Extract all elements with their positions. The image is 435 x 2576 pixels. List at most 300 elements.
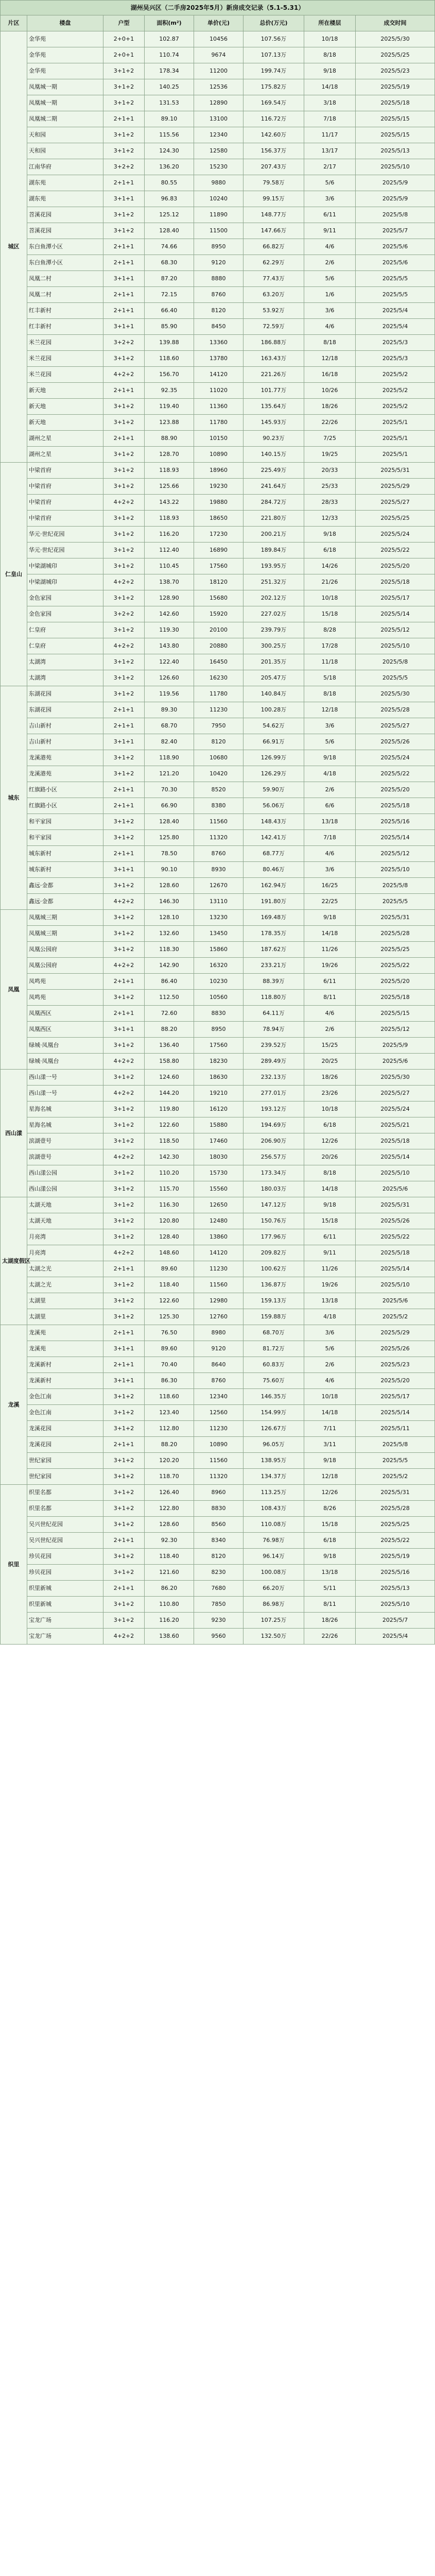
layout-cell: 3+1+2 [103,351,145,367]
floor-cell: 8/11 [304,1597,356,1613]
table-row [1,1549,435,1565]
date-cell: 2025/5/5 [356,287,435,303]
floor-cell: 5/11 [304,1581,356,1597]
project-cell: 米兰花园 [27,351,103,367]
table-row [1,1117,435,1133]
unit-price-cell: 12536 [194,79,243,95]
total-price-cell: 232.13万 [243,1070,304,1086]
project-cell: 和平家园 [27,814,103,830]
floor-cell: 18/26 [304,1613,356,1629]
layout-cell: 2+1+1 [103,782,145,798]
unit-price-cell: 15920 [194,606,243,622]
unit-price-cell: 12560 [194,1405,243,1421]
total-price-cell: 169.54万 [243,95,304,111]
layout-cell: 3+1+2 [103,1517,145,1533]
unit-price-cell: 11890 [194,207,243,223]
table-row [1,1325,435,1341]
area-cell: 143.80 [145,638,194,654]
total-price-cell: 142.41万 [243,830,304,846]
project-cell: 凤凰二村 [27,271,103,287]
table-row [1,990,435,1006]
date-cell: 2025/5/17 [356,590,435,606]
total-price-cell: 201.35万 [243,654,304,670]
floor-cell: 10/18 [304,31,356,47]
total-price-cell: 107.56万 [243,31,304,47]
date-cell: 2025/5/12 [356,846,435,862]
area-cell: 92.30 [145,1533,194,1549]
table-row [1,159,435,175]
date-cell: 2025/5/10 [356,862,435,878]
project-cell: 仁皇府 [27,622,103,638]
date-cell: 2025/5/14 [356,1149,435,1165]
table-row [1,47,435,63]
floor-cell: 16/25 [304,878,356,894]
unit-price-cell: 8120 [194,734,243,750]
floor-cell: 15/25 [304,1038,356,1054]
area-cell: 125.12 [145,207,194,223]
unit-price-cell: 14120 [194,367,243,383]
table-row [1,319,435,335]
date-cell: 2025/5/25 [356,942,435,958]
table-row [1,1213,435,1229]
table-row [1,686,435,702]
unit-price-cell: 16450 [194,654,243,670]
project-cell: 西山漾公园 [27,1165,103,1181]
floor-cell: 11/17 [304,127,356,143]
area-cell: 88.20 [145,1437,194,1453]
unit-price-cell: 13110 [194,894,243,910]
project-cell: 城东新村 [27,846,103,862]
table-row [1,1341,435,1357]
table-row [1,1485,435,1501]
layout-cell: 3+1+2 [103,1213,145,1229]
project-cell: 龙溪新村 [27,1357,103,1373]
floor-cell: 25/33 [304,479,356,495]
floor-cell: 18/26 [304,1070,356,1086]
date-cell: 2025/5/6 [356,1181,435,1197]
total-price-cell: 99.15万 [243,191,304,207]
layout-cell: 3+1+2 [103,1469,145,1485]
area-cell: 128.40 [145,223,194,239]
layout-cell: 3+1+2 [103,463,145,479]
table-row [1,495,435,511]
table-row [1,111,435,127]
floor-cell: 3/18 [304,95,356,111]
project-cell: 鑫远·金都 [27,894,103,910]
date-cell: 2025/5/31 [356,1197,435,1213]
total-price-cell: 277.01万 [243,1086,304,1101]
total-price-cell: 118.80万 [243,990,304,1006]
area-cell: 119.56 [145,686,194,702]
table-row [1,1070,435,1086]
area-cell: 121.20 [145,766,194,782]
area-cell: 118.93 [145,511,194,527]
date-cell: 2025/5/2 [356,383,435,399]
table-row [1,207,435,223]
total-price-cell: 239.52万 [243,1038,304,1054]
date-cell: 2025/5/10 [356,159,435,175]
area-cell: 110.45 [145,558,194,574]
floor-cell: 13/17 [304,143,356,159]
header-project: 楼盘 [27,15,103,31]
project-cell: 凤凰城二期 [27,111,103,127]
project-cell: 中梁首府 [27,479,103,495]
region-cell: 仁皇山 [1,463,27,686]
total-price-cell: 284.72万 [243,495,304,511]
floor-cell: 9/18 [304,1549,356,1565]
total-price-cell: 134.37万 [243,1469,304,1485]
unit-price-cell: 8520 [194,782,243,798]
layout-cell: 2+1+1 [103,431,145,447]
unit-price-cell: 16320 [194,958,243,974]
total-price-cell: 54.62万 [243,718,304,734]
project-cell: 东湖花园 [27,686,103,702]
project-cell: 珍贝花园 [27,1549,103,1565]
total-price-cell: 225.49万 [243,463,304,479]
floor-cell: 12/26 [304,1133,356,1149]
floor-cell: 4/6 [304,319,356,335]
table-row [1,1421,435,1437]
unit-price-cell: 20880 [194,638,243,654]
total-price-cell: 193.12万 [243,1101,304,1117]
unit-price-cell: 13360 [194,335,243,351]
layout-cell: 3+1+2 [103,830,145,846]
area-cell: 126.40 [145,1485,194,1501]
project-cell: 中梁首府 [27,463,103,479]
table-row [1,191,435,207]
layout-cell: 3+1+2 [103,207,145,223]
layout-cell: 3+1+2 [103,1421,145,1437]
total-price-cell: 80.46万 [243,862,304,878]
floor-cell: 4/18 [304,766,356,782]
total-price-cell: 68.77万 [243,846,304,862]
total-price-cell: 194.69万 [243,1117,304,1133]
layout-cell: 2+0+1 [103,31,145,47]
total-price-cell: 110.08万 [243,1517,304,1533]
total-price-cell: 60.83万 [243,1357,304,1373]
layout-cell: 3+1+2 [103,1101,145,1117]
project-cell: 凤凰西区 [27,1022,103,1038]
total-price-cell: 289.49万 [243,1054,304,1070]
table-row [1,1533,435,1549]
table-row [1,1565,435,1581]
date-cell: 2025/5/2 [356,1469,435,1485]
floor-cell: 23/26 [304,1086,356,1101]
unit-price-cell: 11320 [194,830,243,846]
project-cell: 凤凰城一期 [27,79,103,95]
floor-cell: 14/18 [304,79,356,95]
floor-cell: 15/18 [304,1517,356,1533]
floor-cell: 5/6 [304,734,356,750]
table-row [1,527,435,543]
unit-price-cell: 10420 [194,766,243,782]
unit-price-cell: 8340 [194,1533,243,1549]
area-cell: 89.30 [145,702,194,718]
date-cell: 2025/5/8 [356,654,435,670]
table-row [1,415,435,431]
area-cell: 72.60 [145,1006,194,1022]
total-price-cell: 135.64万 [243,399,304,415]
layout-cell: 4+2+2 [103,1245,145,1261]
layout-cell: 3+1+2 [103,1613,145,1629]
area-cell: 118.50 [145,1133,194,1149]
floor-cell: 4/6 [304,846,356,862]
date-cell: 2025/5/20 [356,558,435,574]
project-cell: 织里新城 [27,1581,103,1597]
unit-price-cell: 16230 [194,670,243,686]
layout-cell: 4+2+2 [103,1086,145,1101]
layout-cell: 3+1+2 [103,415,145,431]
area-cell: 115.70 [145,1181,194,1197]
unit-price-cell: 12580 [194,143,243,159]
unit-price-cell: 11230 [194,1421,243,1437]
header-layout: 户型 [103,15,145,31]
project-cell: 吴兴世纪花园 [27,1517,103,1533]
project-cell: 红丰新村 [27,303,103,319]
area-cell: 118.40 [145,1549,194,1565]
floor-cell: 12/26 [304,1485,356,1501]
area-cell: 89.60 [145,1341,194,1357]
project-cell: 红丰新村 [27,319,103,335]
floor-cell: 15/18 [304,606,356,622]
unit-price-cell: 8760 [194,287,243,303]
date-cell: 2025/5/3 [356,335,435,351]
unit-price-cell: 8450 [194,319,243,335]
total-price-cell: 63.20万 [243,287,304,303]
area-cell: 118.90 [145,750,194,766]
date-cell: 2025/5/22 [356,1229,435,1245]
area-cell: 118.93 [145,463,194,479]
area-cell: 119.80 [145,1101,194,1117]
layout-cell: 2+1+1 [103,1437,145,1453]
header-row [1,15,435,31]
total-price-cell: 126.67万 [243,1421,304,1437]
floor-cell: 8/18 [304,1165,356,1181]
date-cell: 2025/5/4 [356,319,435,335]
table-row [1,335,435,351]
unit-price-cell: 12760 [194,1309,243,1325]
layout-cell: 4+2+2 [103,1149,145,1165]
layout-cell: 2+0+1 [103,47,145,63]
date-cell: 2025/5/20 [356,1373,435,1389]
unit-price-cell: 13100 [194,111,243,127]
floor-cell: 11/26 [304,942,356,958]
table-row [1,574,435,590]
total-price-cell: 148.43万 [243,814,304,830]
layout-cell: 2+1+1 [103,239,145,255]
total-price-cell: 147.12万 [243,1197,304,1213]
date-cell: 2025/5/11 [356,1421,435,1437]
floor-cell: 2/6 [304,255,356,271]
total-price-cell: 206.90万 [243,1133,304,1149]
date-cell: 2025/5/22 [356,543,435,558]
project-cell: 凤凰二村 [27,287,103,303]
floor-cell: 28/33 [304,495,356,511]
area-cell: 88.20 [145,1022,194,1038]
floor-cell: 3/6 [304,1325,356,1341]
area-cell: 126.60 [145,670,194,686]
area-cell: 96.83 [145,191,194,207]
layout-cell: 2+1+1 [103,111,145,127]
floor-cell: 9/11 [304,223,356,239]
area-cell: 88.90 [145,431,194,447]
floor-cell: 2/6 [304,782,356,798]
unit-price-cell: 15730 [194,1165,243,1181]
project-cell: 红旗路小区 [27,798,103,814]
floor-cell: 4/18 [304,1309,356,1325]
date-cell: 2025/5/8 [356,878,435,894]
total-price-cell: 200.21万 [243,527,304,543]
project-cell: 绿城·凤凰台 [27,1038,103,1054]
floor-cell: 9/18 [304,1453,356,1469]
table-row [1,1613,435,1629]
table-row [1,1501,435,1517]
area-cell: 128.60 [145,1517,194,1533]
unit-price-cell: 17560 [194,558,243,574]
unit-price-cell: 11500 [194,223,243,239]
table-row [1,1261,435,1277]
region-cell: 凤凰 [1,910,27,1070]
project-cell: 金色家园 [27,606,103,622]
area-cell: 128.70 [145,447,194,463]
date-cell: 2025/5/15 [356,127,435,143]
project-cell: 中梁首府 [27,511,103,527]
layout-cell: 3+1+2 [103,447,145,463]
floor-cell: 7/11 [304,1421,356,1437]
date-cell: 2025/5/9 [356,175,435,191]
unit-price-cell: 17460 [194,1133,243,1149]
total-price-cell: 148.77万 [243,207,304,223]
unit-price-cell: 9120 [194,1341,243,1357]
total-price-cell: 187.62万 [243,942,304,958]
layout-cell: 3+1+2 [103,750,145,766]
unit-price-cell: 18630 [194,1070,243,1086]
unit-price-cell: 12670 [194,878,243,894]
project-cell: 凤鸣苑 [27,990,103,1006]
floor-cell: 3/6 [304,191,356,207]
project-cell: 新天地 [27,383,103,399]
unit-price-cell: 12980 [194,1293,243,1309]
layout-cell: 3+1+2 [103,399,145,415]
layout-cell: 3+1+2 [103,670,145,686]
unit-price-cell: 8950 [194,1022,243,1038]
unit-price-cell: 10150 [194,431,243,447]
floor-cell: 20/25 [304,1054,356,1070]
unit-price-cell: 13780 [194,351,243,367]
floor-cell: 2/6 [304,1022,356,1038]
header-floor: 所在楼层 [304,15,356,31]
floor-cell: 8/28 [304,622,356,638]
unit-price-cell: 18650 [194,511,243,527]
unit-price-cell: 11560 [194,814,243,830]
unit-price-cell: 12480 [194,1213,243,1229]
project-cell: 和平家园 [27,830,103,846]
layout-cell: 2+1+1 [103,1006,145,1022]
area-cell: 124.30 [145,143,194,159]
area-cell: 128.60 [145,878,194,894]
layout-cell: 2+1+1 [103,1581,145,1597]
unit-price-cell: 11780 [194,686,243,702]
unit-price-cell: 11560 [194,1453,243,1469]
total-price-cell: 96.05万 [243,1437,304,1453]
date-cell: 2025/5/31 [356,463,435,479]
total-price-cell: 178.35万 [243,926,304,942]
date-cell: 2025/5/7 [356,223,435,239]
layout-cell: 2+1+1 [103,175,145,191]
total-price-cell: 107.25万 [243,1613,304,1629]
layout-cell: 4+2+2 [103,367,145,383]
area-cell: 142.30 [145,1149,194,1165]
unit-price-cell: 10240 [194,191,243,207]
date-cell: 2025/5/16 [356,814,435,830]
unit-price-cell: 11020 [194,383,243,399]
floor-cell: 20/26 [304,1149,356,1165]
table-row [1,1054,435,1070]
table-row [1,942,435,958]
table-row [1,399,435,415]
table-row [1,670,435,686]
area-cell: 70.40 [145,1357,194,1373]
table-row [1,239,435,255]
layout-cell: 4+2+2 [103,958,145,974]
date-cell: 2025/5/25 [356,511,435,527]
header-area: 面积(m²) [145,15,194,31]
area-cell: 82.40 [145,734,194,750]
area-cell: 138.60 [145,1629,194,1645]
area-cell: 123.40 [145,1405,194,1421]
unit-price-cell: 11200 [194,63,243,79]
area-cell: 148.60 [145,1245,194,1261]
unit-price-cell: 16890 [194,543,243,558]
total-price-cell: 221.26万 [243,367,304,383]
total-price-cell: 68.70万 [243,1325,304,1341]
layout-cell: 4+2+2 [103,638,145,654]
area-cell: 86.20 [145,1581,194,1597]
date-cell: 2025/5/10 [356,1277,435,1293]
unit-price-cell: 10560 [194,990,243,1006]
layout-cell: 3+1+2 [103,95,145,111]
date-cell: 2025/5/13 [356,1581,435,1597]
table-row [1,1277,435,1293]
layout-cell: 3+1+1 [103,1022,145,1038]
area-cell: 144.20 [145,1086,194,1101]
date-cell: 2025/5/26 [356,734,435,750]
table-row [1,287,435,303]
floor-cell: 6/11 [304,1229,356,1245]
floor-cell: 10/18 [304,1101,356,1117]
unit-price-cell: 15680 [194,590,243,606]
unit-price-cell: 8960 [194,1485,243,1501]
date-cell: 2025/5/13 [356,143,435,159]
total-price-cell: 140.84万 [243,686,304,702]
floor-cell: 17/28 [304,638,356,654]
date-cell: 2025/5/14 [356,1261,435,1277]
project-cell: 红旗路小区 [27,782,103,798]
project-cell: 太湖湾 [27,654,103,670]
floor-cell: 11/26 [304,1261,356,1277]
area-cell: 68.70 [145,718,194,734]
project-cell: 中梁湖城印 [27,558,103,574]
region-cell: 织里 [1,1485,27,1645]
table-row [1,798,435,814]
project-cell: 凤凰公园府 [27,958,103,974]
project-cell: 西山漾公园 [27,1181,103,1197]
total-price-cell: 126.29万 [243,766,304,782]
floor-cell: 13/18 [304,1293,356,1309]
total-price-cell: 162.94万 [243,878,304,894]
layout-cell: 3+1+2 [103,1038,145,1054]
date-cell: 2025/5/17 [356,1389,435,1405]
